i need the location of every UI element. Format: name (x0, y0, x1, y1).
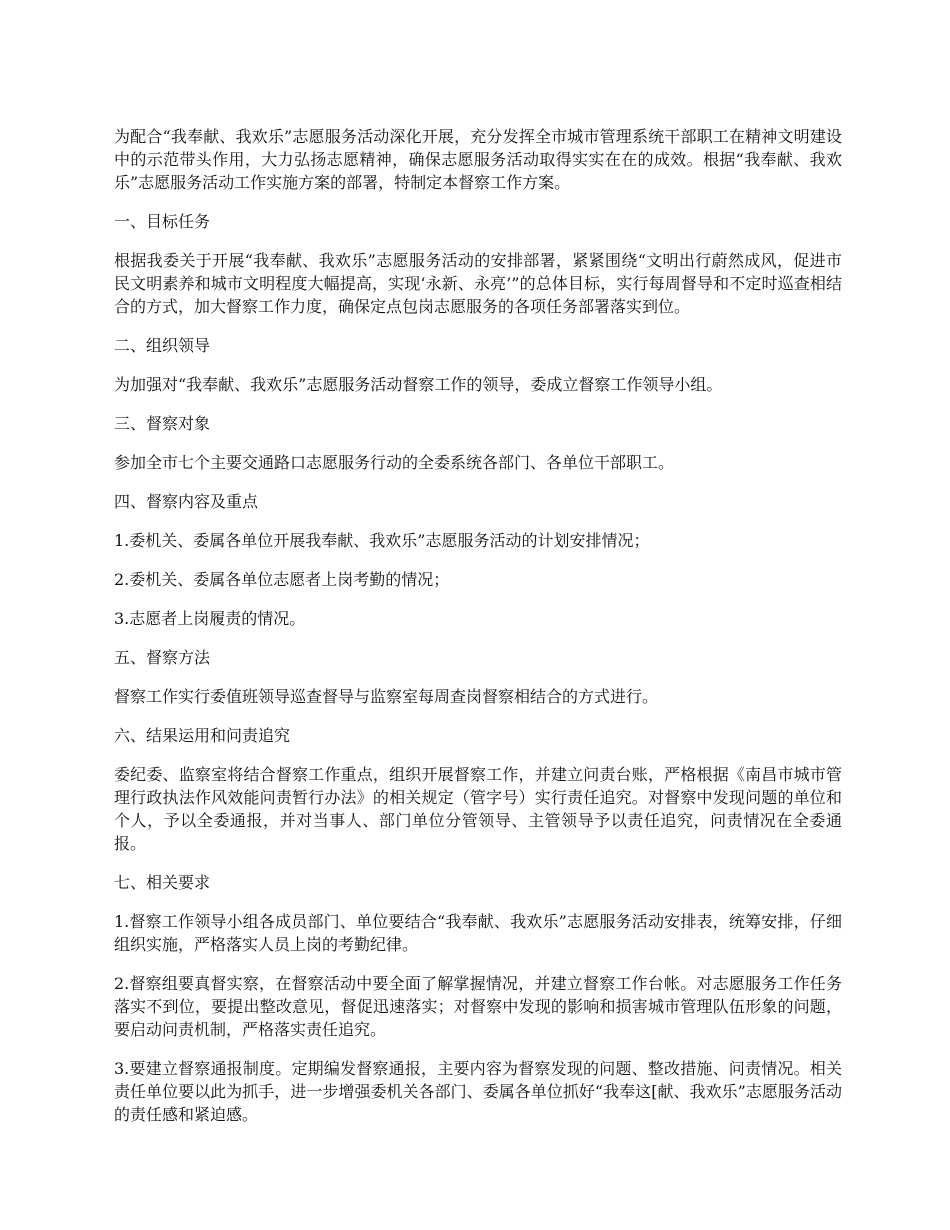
list-item: 2.委机关、委属各单位志愿者上岗考勤的情况； (114, 570, 450, 589)
list-item: 3.志愿者上岗履责的情况。 (114, 609, 306, 628)
section-heading-leadership: 二、组织领导 (114, 336, 211, 355)
document-page (114, 125, 842, 1142)
section-body-methods: 督察工作实行委值班领导巡查督导与监察室每周查岗督察相结合的方式进行。 (114, 687, 659, 706)
section-heading-requirements: 七、相关要求 (114, 873, 211, 892)
list-item: 2.督察组要真督实察，在督察活动中要全面了解掌握情况，并建立督察工作台帐。对志愿服务工作任务落实不到位，要提出整改意见，督促迅速落实；对督察中发现的影响和损害城市管理队伍形象的问题，要启动问责机制，严格落实责任追究。 (114, 974, 842, 1039)
list-item: 1.督察工作领导小组各成员部门、单位要结合“我奉献、我欢乐”志愿服务活动安排表，统筹安排，仔细组织实施，严格落实人员上岗的考勤纪律。 (114, 912, 842, 954)
section-heading-content: 四、督察内容及重点 (114, 492, 259, 511)
section-body-leadership: 为加强对“我奉献、我欢乐”志愿服务活动督察工作的领导，委成立督察工作领导小组。 (114, 375, 723, 394)
list-item: 3.要建立督察通报制度。定期编发督察通报，主要内容为督察发现的问题、整改措施、问责情况。相关责任单位要以此为抓手，进一步增强委机关各部门、委属各单位抓好“我奉这[献、我欢乐”志愿服务活动的责任感和紧迫感。 (114, 1059, 842, 1124)
section-heading-accountability: 六、结果运用和问责追究 (114, 726, 291, 745)
intro-paragraph: 为配合“我奉献、我欢乐”志愿服务活动深化开展，充分发挥全市城市管理系统干部职工在精神文明建设中的示范带头作用，大力弘扬志愿精神，确保志愿服务活动取得实实在在的成效。根据“我奉献、我欢乐”志愿服务活动工作实施方案的部署，特制定本督察工作方案。 (114, 127, 842, 192)
list-item: 1.委机关、委属各单位开展我奉献、我欢乐”志愿服务活动的计划安排情况； (114, 531, 650, 550)
section-heading-methods: 五、督察方法 (114, 648, 211, 667)
section-heading-targets: 三、督察对象 (114, 414, 211, 433)
section-heading-goals: 一、目标任务 (114, 212, 211, 231)
section-body-goals: 根据我委关于开展“我奉献、我欢乐”志愿服务活动的安排部署，紧紧围绕“文明出行蔚然成风，促进市民文明素养和城市文明程度大幅提高，实现‘永新、永亮’”的总体目标，实行每周督导和不定时巡查相结合的方式，加大督察工作力度，确保定点包岗志愿服务的各项任务部署落实到位。 (114, 251, 842, 316)
section-body-accountability: 委纪委、监察室将结合督察工作重点，组织开展督察工作，并建立问责台账，严格根据《南昌市城市管理行政执法作风效能问责暂行办法》的相关规定（管字号）实行责任追究。对督察中发现问题的单位和个人，予以全委通报，并对当事人、部门单位分管领导、主管领导予以责任追究，问责情况在全委通报。 (114, 765, 842, 853)
section-body-targets: 参加全市七个主要交通路口志愿服务行动的全委系统各部门、各单位干部职工。 (114, 453, 675, 472)
